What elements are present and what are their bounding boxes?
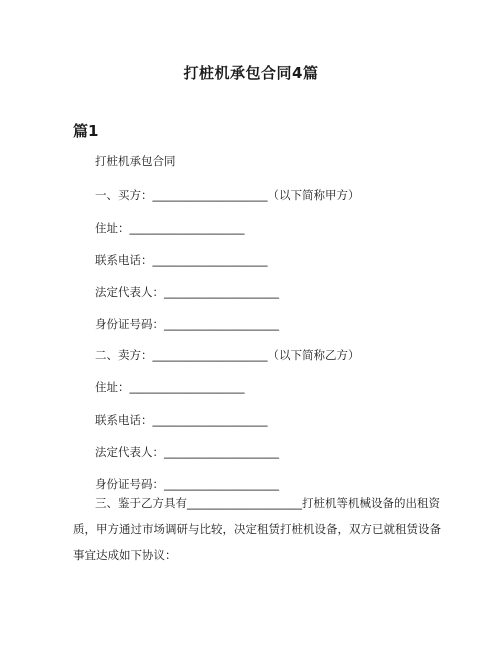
buyer-address-line: 住址：____________________ bbox=[95, 221, 245, 235]
document-title: 打桩机承包合同4篇 bbox=[183, 64, 319, 82]
seller-line: 二、卖方：____________________（以下简称乙方） bbox=[95, 348, 360, 362]
buyer-legal-rep-line: 法定代表人：____________________ bbox=[95, 285, 279, 299]
clause-three-paragraph: 三、鉴于乙方具有____________________打桩机等机械设备的出租资质，甲方通过市场调研与比较，决定租赁打桩机设备，双方已就租赁设备事宜达成如下协议： bbox=[73, 496, 441, 562]
seller-address-line: 住址：____________________ bbox=[95, 380, 245, 394]
buyer-phone-line: 联系电话：____________________ bbox=[95, 253, 268, 267]
buyer-line: 一、买方：____________________（以下简称甲方） bbox=[95, 188, 360, 202]
seller-phone-line: 联系电话：____________________ bbox=[95, 413, 268, 427]
contract-name: 打桩机承包合同 bbox=[95, 154, 176, 168]
section-heading: 篇1 bbox=[73, 122, 99, 140]
seller-legal-rep-line: 法定代表人：____________________ bbox=[95, 445, 279, 459]
buyer-id-line: 身份证号码：____________________ bbox=[95, 317, 279, 331]
seller-id-line: 身份证号码：____________________ bbox=[95, 477, 279, 491]
